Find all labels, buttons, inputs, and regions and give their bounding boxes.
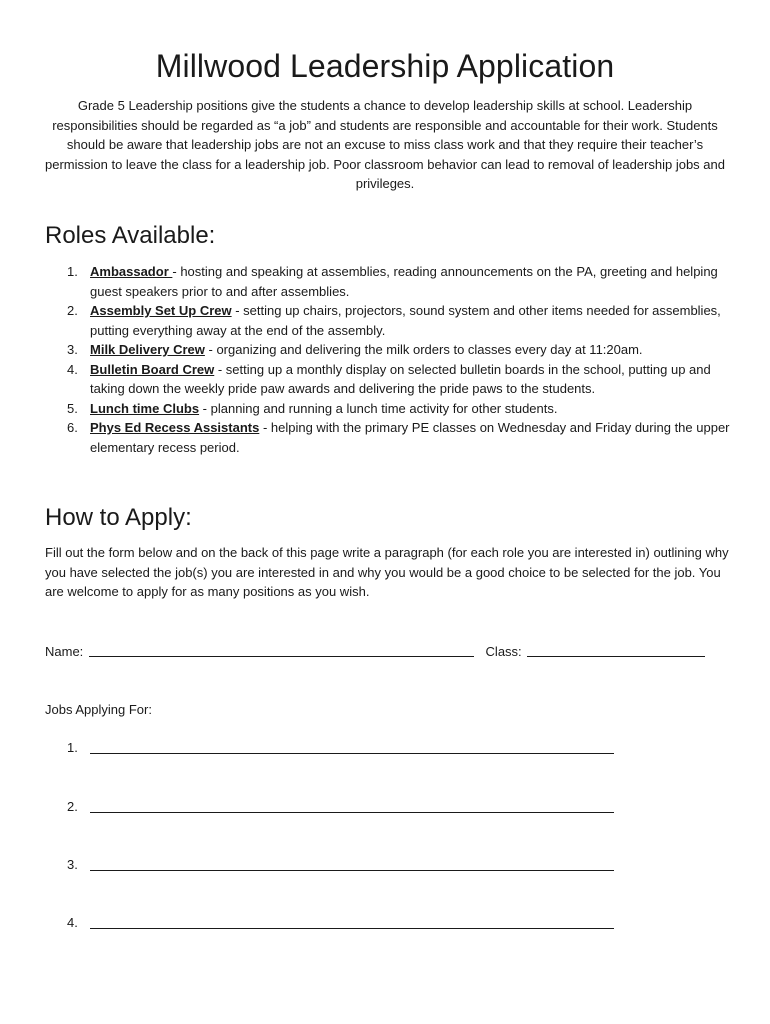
how-to-apply-paragraph: Fill out the form below and on the back of this page write a paragraph (for each role you are interested in) outlining why you have selected the job(s) you are interested in and why you would be a good choice to be selected for the job. You are welcome to apply for as many positions as you wish. (45, 545, 729, 599)
job-number: 1. (67, 740, 78, 755)
role-description: - setting up chairs, projectors, sound system and other items needed for assemblies, putting everything away at the end of the assembly. (90, 303, 721, 338)
role-name: Phys Ed Recess Assistants (90, 420, 260, 435)
job-number: 2. (67, 799, 78, 814)
role-item (45, 340, 735, 360)
page-title: Millwood Leadership Application (155, 48, 615, 84)
job-field[interactable] (90, 800, 614, 813)
name-class-row (45, 642, 735, 662)
role-description: - setting up a monthly display on selected bulletin boards in the school, putting up and taking down the weekly pride paw awards and delivering the pride paws to the students. (90, 361, 711, 396)
jobs-applying-label: Jobs Applying For: (45, 702, 152, 717)
role-name: Bulletin Board Crew (90, 361, 215, 377)
role-name: Ambassador (90, 264, 173, 279)
job-field[interactable] (90, 916, 614, 929)
role-description: - planning and running a lunch time activity for other students. (199, 400, 558, 416)
role-item (45, 399, 735, 419)
role-item (45, 360, 735, 399)
name-field[interactable] (89, 644, 474, 657)
role-number: 4. (67, 361, 78, 377)
role-item (45, 262, 735, 301)
role-number: 6. (67, 420, 78, 435)
job-number: 3. (67, 857, 78, 872)
job-field[interactable] (90, 741, 614, 754)
class-label: Class: (485, 644, 522, 659)
role-number: 1. (67, 264, 78, 279)
role-number: 2. (67, 303, 78, 318)
job-field[interactable] (90, 858, 614, 871)
role-item (45, 301, 735, 340)
role-name: Assembly Set Up Crew (90, 303, 232, 318)
role-item (45, 418, 735, 457)
class-field[interactable] (527, 644, 705, 657)
role-name: Lunch time Clubs (90, 400, 200, 416)
role-description: - organizing and delivering the milk orders to classes every day at 11:20am. (204, 342, 643, 357)
job-number: 4. (67, 915, 78, 930)
role-description: - helping with the primary PE classes on Wednesday and Friday during the upper elementary recess period. (90, 420, 730, 455)
roles-list (45, 262, 735, 457)
role-name: Milk Delivery Crew (90, 342, 205, 357)
how-to-apply-heading: How to Apply: (45, 504, 192, 531)
roles-heading: Roles Available: (45, 222, 216, 249)
role-description: - hosting and speaking at assemblies, reading announcements on the PA, greeting and helping guest speakers prior to and after assemblies. (90, 264, 718, 299)
intro-paragraph: Grade 5 Leadership positions give the students a chance to develop leadership skills at school. Leadership responsibilities should be regarded as “a job” and students are responsible and accountable for their work. Students should be aware that leadership jobs are not an excuse to miss class work and that they require their teacher’s permission to leave the class for a leadership job. Poor classroom behavior can lead to removal of leadership jobs and privileges. (45, 98, 725, 191)
name-label: Name: (45, 644, 84, 659)
role-number: 5. (67, 400, 78, 416)
role-number: 3. (67, 342, 78, 357)
